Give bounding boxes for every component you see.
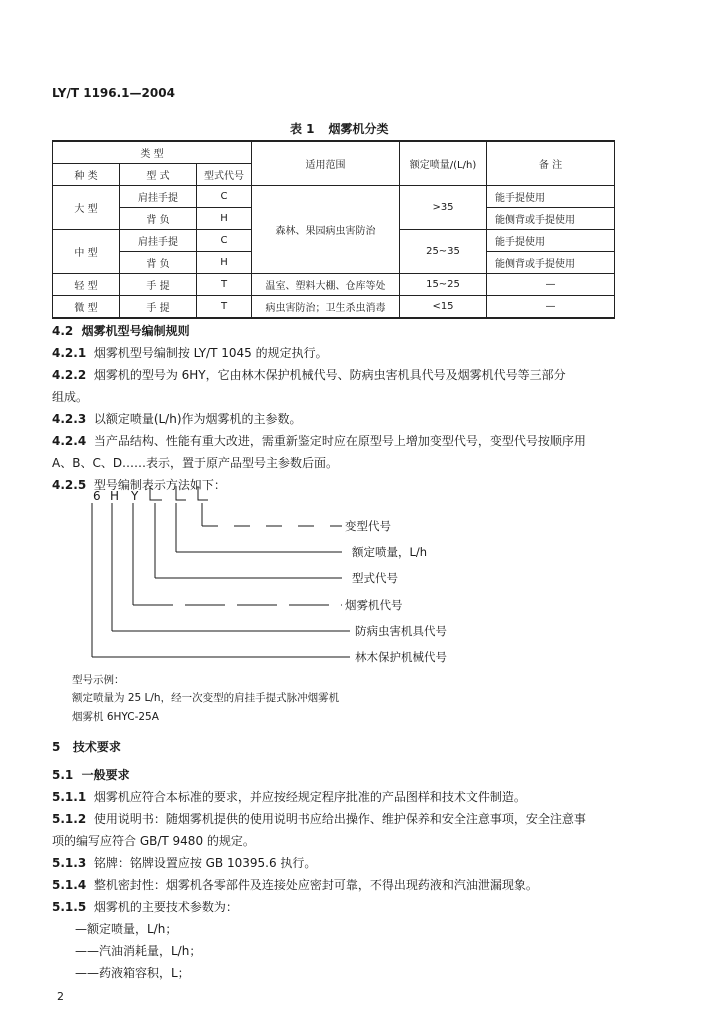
- section-title: 一般要求: [81, 768, 130, 782]
- kind-large: 大 型: [53, 186, 120, 230]
- clause-text: 以额定喷量(L/h)作为烟雾机的主参数。: [93, 412, 302, 426]
- para-5-1-1: [52, 786, 637, 808]
- th-remark: 备 注: [487, 141, 615, 186]
- para-4-2-2-cont: 组成。: [52, 390, 89, 404]
- example-title: 型号示例：: [72, 674, 125, 686]
- scope-health: 病虫害防治；卫生杀虫消毒: [252, 296, 400, 319]
- clause-number: 4.2.5: [52, 478, 87, 492]
- rate-large: >35: [400, 186, 487, 230]
- clause-text: 烟雾机的主要技术参数为：: [93, 900, 238, 914]
- clause-number: 4.2.2: [52, 368, 87, 382]
- clause-number: 5.1.5: [52, 900, 87, 914]
- page-number: 2: [57, 990, 64, 1003]
- para-5-1-2-cont: 项的编写应符合 GB/T 9480 的规定。: [52, 834, 255, 848]
- clause-text: 烟雾机应符合本标准的要求，并应按经规定程序批准的产品图样和技术文件制造。: [93, 790, 526, 804]
- th-rate: 额定喷量/(L/h): [400, 141, 487, 186]
- example-desc: 额定喷量为 25 L/h，经一次变型的肩挂手提式脉冲烟雾机: [72, 692, 340, 704]
- form-cell: 肩挂手提: [120, 186, 197, 208]
- code-cell: H: [197, 252, 252, 274]
- form-cell: 背 负: [120, 208, 197, 230]
- clause-text: 烟雾机型号编制按 LY/T 1045 的规定执行。: [93, 346, 328, 360]
- remark-cell: —: [487, 296, 615, 319]
- table-title: 烟雾机分类: [328, 122, 389, 136]
- para-5-1-2: [52, 808, 637, 830]
- section-number: 5: [52, 740, 61, 754]
- standard-id: LY/T 1196.1—2004: [52, 86, 175, 100]
- code-cell: C: [197, 186, 252, 208]
- clause-text: 铭牌：铭牌设置应按 GB 10395.6 执行。: [93, 856, 317, 870]
- kind-light: 轻 型: [53, 274, 120, 296]
- table-number: 表 1: [290, 122, 315, 136]
- clause-text: 烟雾机的型号为 6HY，它由林木保护机械代号、防病虫害机具代号及烟雾机代号等三部分: [93, 368, 566, 382]
- remark-cell: 能手提使用: [487, 230, 615, 252]
- form-cell: 背 负: [120, 252, 197, 274]
- code-cell: C: [197, 230, 252, 252]
- kind-micro: 微 型: [53, 296, 120, 319]
- th-kind: 种 类: [53, 164, 120, 186]
- clause-text: 使用说明书：随烟雾机提供的使用说明书应给出操作、维护保养和安全注意事项，安全注意事: [93, 812, 586, 826]
- label-forest-protection-code: 林木保护机械代号: [355, 650, 447, 664]
- th-form: 型 式: [120, 164, 197, 186]
- list-item: ——汽油消耗量，L/h；: [75, 944, 202, 958]
- code-cell: T: [197, 274, 252, 296]
- clause-number: 5.1.2: [52, 812, 87, 826]
- clause-number: 4.2.1: [52, 346, 87, 360]
- form-cell: 手 提: [120, 296, 197, 319]
- para-5-1-5: [52, 896, 637, 918]
- remark-cell: —: [487, 274, 615, 296]
- label-rated-output: 额定喷量，L/h: [352, 545, 428, 559]
- rate-light: 15~25: [400, 274, 487, 296]
- section-title: 烟雾机型号编制规则: [81, 324, 190, 338]
- rate-medium: 25~35: [400, 230, 487, 274]
- list-item: —额定喷量，L/h；: [75, 922, 178, 936]
- remark-cell: 能手提使用: [487, 186, 615, 208]
- section-number: 5.1: [52, 768, 74, 782]
- clause-number: 4.2.4: [52, 434, 87, 448]
- label-pest-tool-code: 防病虫害机具代号: [355, 624, 447, 638]
- code-cell: H: [197, 208, 252, 230]
- remark-cell: 能侧背或手提使用: [487, 252, 615, 274]
- clause-number: 5.1.1: [52, 790, 87, 804]
- section-5: [52, 736, 637, 758]
- remark-cell: 能侧背或手提使用: [487, 208, 615, 230]
- th-form-code: 型式代号: [197, 164, 252, 186]
- clause-number: 5.1.4: [52, 878, 87, 892]
- clause-text: 型号编制表示方法如下：: [93, 478, 226, 492]
- clause-text: 当产品结构、性能有重大改进，需重新鉴定时应在原型号上增加变型代号，变型代号按顺序用: [93, 434, 586, 448]
- clause-number: 4.2.3: [52, 412, 87, 426]
- scope-greenhouse: 温室、塑料大棚、仓库等处: [252, 274, 400, 296]
- code-cell: T: [197, 296, 252, 319]
- section-5-1: [52, 764, 637, 786]
- section-title: 技术要求: [72, 740, 121, 754]
- example-value: 烟雾机 6HYC-25A: [72, 711, 159, 723]
- th-type: 类 型: [53, 141, 252, 164]
- label-variant-code: 变型代号: [345, 519, 391, 533]
- code-char-h: H: [110, 489, 120, 503]
- para-5-1-3: [52, 852, 637, 874]
- kind-medium: 中 型: [53, 230, 120, 274]
- th-scope: 适用范围: [252, 141, 400, 186]
- label-fogger-code: 烟雾机代号: [345, 598, 403, 612]
- code-char-y: Y: [131, 489, 139, 503]
- rate-micro: <15: [400, 296, 487, 319]
- clause-number: 5.1.3: [52, 856, 87, 870]
- section-number: 4.2: [52, 324, 74, 338]
- scope-forest: 森林、果园病虫害防治: [252, 186, 400, 274]
- label-form-code: 型式代号: [352, 571, 398, 585]
- form-cell: 手 提: [120, 274, 197, 296]
- code-char-6: 6: [93, 489, 101, 503]
- para-5-1-4: [52, 874, 637, 896]
- list-item: ——药液箱容积，L；: [75, 966, 190, 980]
- para-4-2-4-cont: A、B、C、D……表示，置于原产品型号主参数后面。: [52, 456, 339, 470]
- clause-text: 整机密封性：烟雾机各零部件及连接处应密封可靠，不得出现药液和汽油泄漏现象。: [93, 878, 538, 892]
- form-cell: 肩挂手提: [120, 230, 197, 252]
